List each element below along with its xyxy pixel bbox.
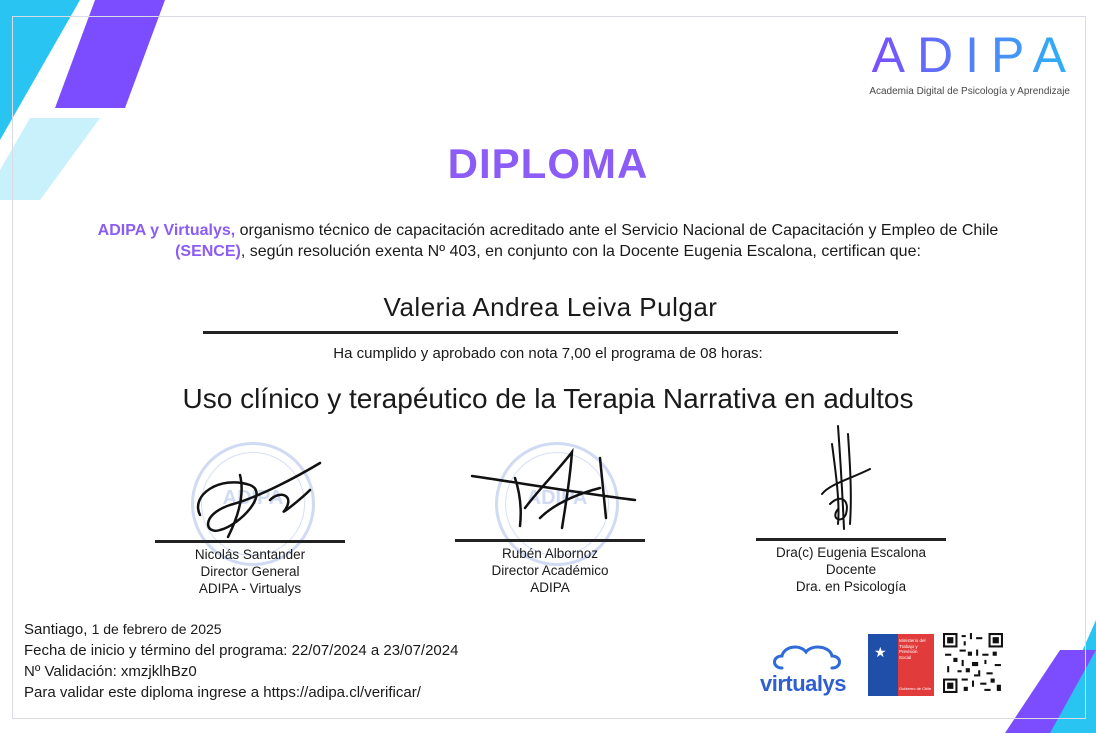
signatory-name: Dra(c) Eugenia Escalona — [775, 545, 927, 560]
intro-org: ADIPA y Virtualys, — [97, 222, 236, 239]
signature-3 — [810, 424, 880, 534]
signatory-role: Director General — [200, 564, 300, 579]
footer-city: Santiago, — [24, 621, 88, 638]
intro-text-2: , según resolución exenta Nº 403, en conjunto con la Docente Eugenia Escalona, certifican que: — [240, 243, 921, 260]
signature-line — [455, 539, 645, 542]
signatory-1 — [155, 540, 345, 597]
sence-line: Social — [899, 654, 912, 660]
sence-line: Previsión — [899, 649, 918, 654]
stamp-text: ADIPA — [526, 487, 588, 509]
footer-date: 1 de febrero de 2025 — [91, 621, 222, 637]
sence-line: Ministerio del — [899, 638, 926, 643]
signature-line — [155, 540, 345, 543]
qr-code[interactable] — [943, 633, 1003, 693]
certificate-frame — [12, 16, 1086, 719]
signatory-role: Director Académico — [491, 563, 609, 578]
signatory-org: ADIPA - Virtualys — [198, 581, 302, 596]
cloud-icon — [760, 640, 860, 670]
signature-2 — [470, 448, 640, 533]
signatory-role: Docente — [825, 562, 877, 577]
intro-paragraph — [80, 220, 1016, 262]
completion-line — [0, 345, 1096, 362]
signatory-org: ADIPA — [530, 580, 570, 595]
signatory-name: Rubén Albornoz — [501, 546, 599, 561]
signatory-name: Nicolás Santander — [194, 547, 306, 562]
signatory-3 — [756, 538, 946, 595]
intro-sence: (SENCE) — [175, 243, 241, 260]
sence-footer: Gobierno de Chile — [899, 686, 932, 691]
virtualys-text: virtualys — [760, 671, 846, 696]
footer-dates-line: Fecha de inicio y término del programa: 22/07/2024 a 23/07/2024 — [24, 642, 459, 659]
logo-subtitle: Academia Digital de Psicología y Aprendizaje — [869, 86, 1070, 97]
footer-validation: Nº Validación: xmzjklhBz0 — [24, 663, 197, 680]
completion-suffix: el programa de 08 horas: — [595, 345, 763, 362]
signature-1 — [180, 455, 340, 545]
completion-grade: 7,00 — [561, 345, 591, 362]
logo-text: ADIPA — [869, 30, 1078, 80]
student-name: Valeria Andrea Leiva Pulgar — [203, 292, 898, 334]
intro-text-1: organismo técnico de capacitación acreditado ante el Servicio Nacional de Capacitación y Empleo de Chile — [235, 222, 999, 239]
sence-line: Trabajo y — [899, 643, 918, 649]
signatory-2 — [455, 539, 645, 596]
program-name: Uso clínico y terapéutico de la Terapia Narrativa en adultos — [182, 383, 914, 414]
footer-info — [24, 619, 458, 703]
diploma-title: DIPLOMA — [447, 140, 649, 187]
completion-prefix: Ha cumplido y aprobado con nota — [333, 345, 558, 362]
footer-verify: Para validar este diploma ingrese a https://adipa.cl/verificar/ — [24, 684, 421, 701]
stamp-text: ADIPA — [222, 487, 284, 509]
virtualys-logo — [760, 640, 860, 695]
sence-logo — [868, 634, 934, 696]
adipa-logo — [869, 27, 1078, 97]
signature-line — [756, 538, 946, 541]
signatory-org: Dra. en Psicología — [795, 579, 907, 594]
star-icon: ★ — [874, 644, 887, 660]
